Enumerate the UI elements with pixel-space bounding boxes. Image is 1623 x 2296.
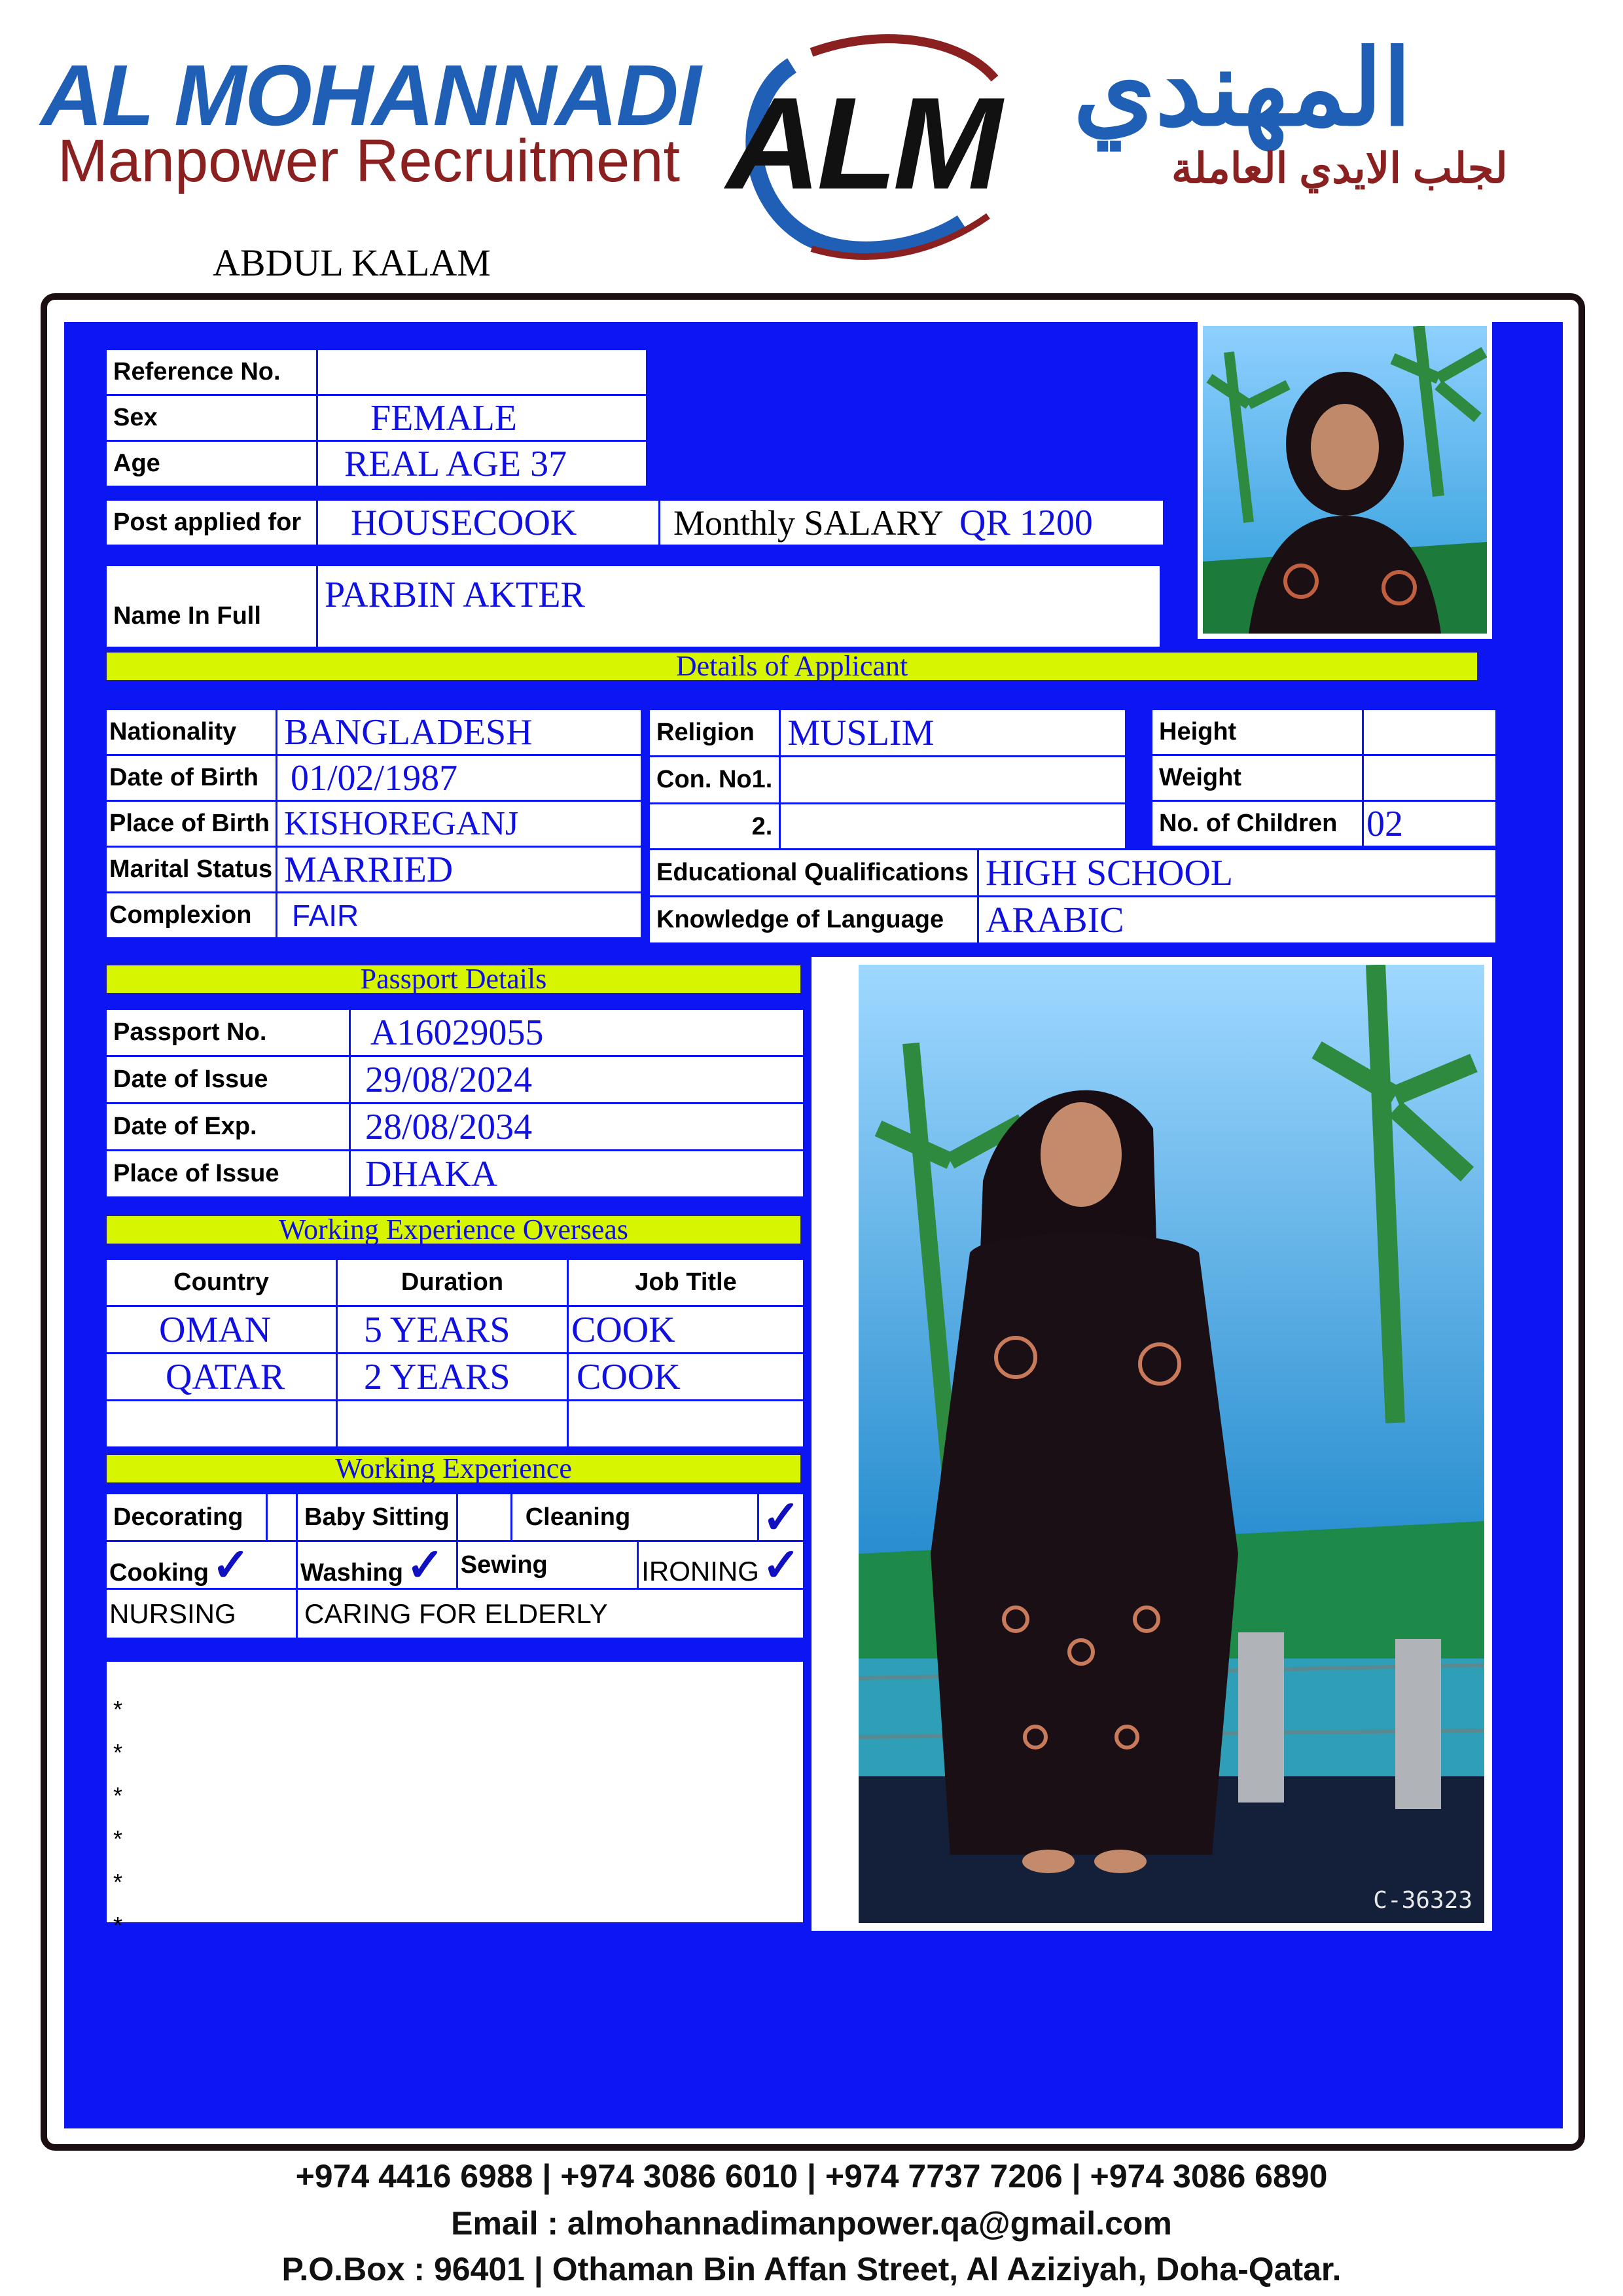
- post-label: Post applied for: [106, 500, 317, 546]
- notes-box: [105, 1660, 805, 1939]
- language-label: Knowledge of Language: [649, 897, 978, 944]
- weight-value: [1363, 755, 1497, 801]
- experience-section-title: Working Experience: [105, 1453, 802, 1484]
- duration-header: Duration: [337, 1259, 568, 1306]
- job-title-header: Job Title: [568, 1259, 804, 1306]
- overseas-table: [105, 1258, 805, 1448]
- con2-label: 2.: [649, 804, 780, 851]
- skill-ironing: IRONING: [641, 1556, 759, 1587]
- sex-label: Sex: [106, 395, 317, 441]
- note-bullet: *: [113, 1912, 123, 1939]
- basic-info-table: [105, 348, 648, 488]
- height-label: Height: [1152, 709, 1363, 755]
- skills-table: [105, 1492, 805, 1640]
- age-value: REAL AGE 37: [317, 441, 647, 487]
- job-title-cell: [568, 1401, 804, 1448]
- height-value: [1363, 709, 1497, 755]
- duration-cell: 5 YEARS: [337, 1306, 568, 1354]
- table-row: [106, 1401, 804, 1448]
- ironing-cell: [638, 1541, 804, 1589]
- marital-label: Marital Status: [106, 847, 277, 893]
- passport-no-label: Passport No.: [106, 1009, 350, 1056]
- portrait-photo: [1198, 321, 1492, 639]
- full-length-photo: [812, 957, 1492, 1931]
- check-icon: ✓: [406, 1541, 445, 1589]
- name-table: [105, 564, 1162, 649]
- skill-nursing: NURSING: [106, 1589, 297, 1639]
- children-value: 02: [1363, 801, 1497, 847]
- country-cell: OMAN: [106, 1306, 337, 1354]
- baby-sitting-check: [457, 1494, 511, 1541]
- pob-value: KISHOREGANJ: [277, 801, 642, 847]
- table-row: [106, 1354, 804, 1401]
- physical-details-table: [1150, 708, 1497, 848]
- reference-label: Reference No.: [106, 350, 317, 395]
- exp-date-label: Date of Exp.: [106, 1103, 350, 1151]
- name-label: Name In Full: [106, 565, 317, 648]
- skill-baby-sitting: Baby Sitting: [297, 1494, 457, 1541]
- con1-value: [780, 757, 1126, 804]
- footer-phones: +974 4416 6988 | +974 3086 6010 | +974 7737 7206 | +974 3086 6890: [295, 2158, 1328, 2195]
- skill-sewing: Sewing: [457, 1541, 637, 1589]
- issue-place-label: Place of Issue: [106, 1151, 350, 1198]
- footer-email: Email : almohannadimanpower.qa@gmail.com: [451, 2205, 1172, 2242]
- brand-tagline-arabic: لجلب الايدي العاملة: [1171, 145, 1508, 192]
- alm-logo-text: ALM: [726, 71, 999, 217]
- age-label: Age: [106, 441, 317, 487]
- check-icon: ✓: [762, 1541, 800, 1589]
- duration-cell: [337, 1401, 568, 1448]
- brand-tagline-english: Manpower Recruitment: [58, 128, 681, 194]
- reference-value: [317, 350, 647, 395]
- nationality-value: BANGLADESH: [277, 709, 642, 755]
- passport-section-title: Passport Details: [105, 963, 802, 995]
- dob-label: Date of Birth: [106, 755, 277, 801]
- skill-decorating: Decorating: [106, 1494, 267, 1541]
- footer-address: P.O.Box : 96401 | Othaman Bin Affan Street, Al Aziziyah, Doha-Qatar.: [281, 2251, 1342, 2287]
- salary-cell: [660, 500, 1164, 546]
- children-label: No. of Children: [1152, 801, 1363, 847]
- agent-name: ABDUL KALAM: [213, 242, 491, 284]
- check-icon: ✓: [211, 1541, 251, 1589]
- note-bullet: *: [113, 1739, 123, 1766]
- issue-date-value: 29/08/2024: [350, 1056, 804, 1103]
- overseas-section-title: Working Experience Overseas: [105, 1214, 802, 1246]
- cooking-cell: [106, 1541, 297, 1589]
- religion-contact-table: [648, 708, 1127, 852]
- post-table: [105, 499, 1165, 547]
- job-title-cell: COOK: [568, 1354, 804, 1401]
- pob-label: Place of Birth: [106, 801, 277, 847]
- check-icon: ✓: [758, 1494, 804, 1541]
- photo-stamp: C-36323: [1373, 1887, 1472, 1914]
- skill-washing: Washing: [300, 1559, 403, 1587]
- salary-label: Monthly SALARY: [673, 503, 944, 543]
- note-bullet: *: [113, 1782, 123, 1809]
- country-cell: QATAR: [106, 1354, 337, 1401]
- con1-label: Con. No1.: [649, 757, 780, 804]
- note-bullet: *: [113, 1696, 123, 1723]
- job-title-cell: COOK: [568, 1306, 804, 1354]
- language-value: ARABIC: [978, 897, 1497, 944]
- brand-name-english: AL MOHANNADI: [41, 47, 700, 143]
- table-row: [106, 1306, 804, 1354]
- decorating-check: [266, 1494, 296, 1541]
- passport-table: [105, 1008, 805, 1198]
- details-section-title: Details of Applicant: [105, 651, 1479, 682]
- sex-value: FEMALE: [317, 395, 647, 441]
- washing-cell: [297, 1541, 457, 1589]
- education-value: HIGH SCHOOL: [978, 850, 1497, 897]
- dob-value: 01/02/1987: [277, 755, 642, 801]
- exp-date-value: 28/08/2034: [350, 1103, 804, 1151]
- nationality-label: Nationality: [106, 709, 277, 755]
- marital-value: MARRIED: [277, 847, 642, 893]
- duration-cell: 2 YEARS: [337, 1354, 568, 1401]
- issue-place-value: DHAKA: [350, 1151, 804, 1198]
- note-bullet: *: [113, 1825, 123, 1852]
- education-label: Educational Qualifications: [649, 850, 978, 897]
- weight-label: Weight: [1152, 755, 1363, 801]
- country-header: Country: [106, 1259, 337, 1306]
- salary-value: QR 1200: [959, 502, 1093, 543]
- skill-caring-elderly: CARING FOR ELDERLY: [297, 1589, 804, 1639]
- note-bullet: *: [113, 1869, 123, 1895]
- complexion-label: Complexion: [106, 893, 277, 939]
- issue-date-label: Date of Issue: [106, 1056, 350, 1103]
- religion-value: MUSLIM: [780, 709, 1126, 757]
- con2-value: [780, 804, 1126, 851]
- passport-no-value: A16029055: [350, 1009, 804, 1056]
- name-value: PARBIN AKTER: [317, 565, 1161, 648]
- education-table: [648, 848, 1497, 944]
- complexion-value: FAIR: [277, 893, 642, 939]
- brand-name-arabic: المهندي: [1073, 29, 1412, 147]
- religion-label: Religion: [649, 709, 780, 757]
- country-cell: [106, 1401, 337, 1448]
- personal-details-table: [105, 708, 643, 939]
- skill-cleaning: Cleaning: [511, 1494, 758, 1541]
- skill-cooking: Cooking: [109, 1559, 209, 1587]
- post-value: HOUSECOOK: [317, 500, 660, 546]
